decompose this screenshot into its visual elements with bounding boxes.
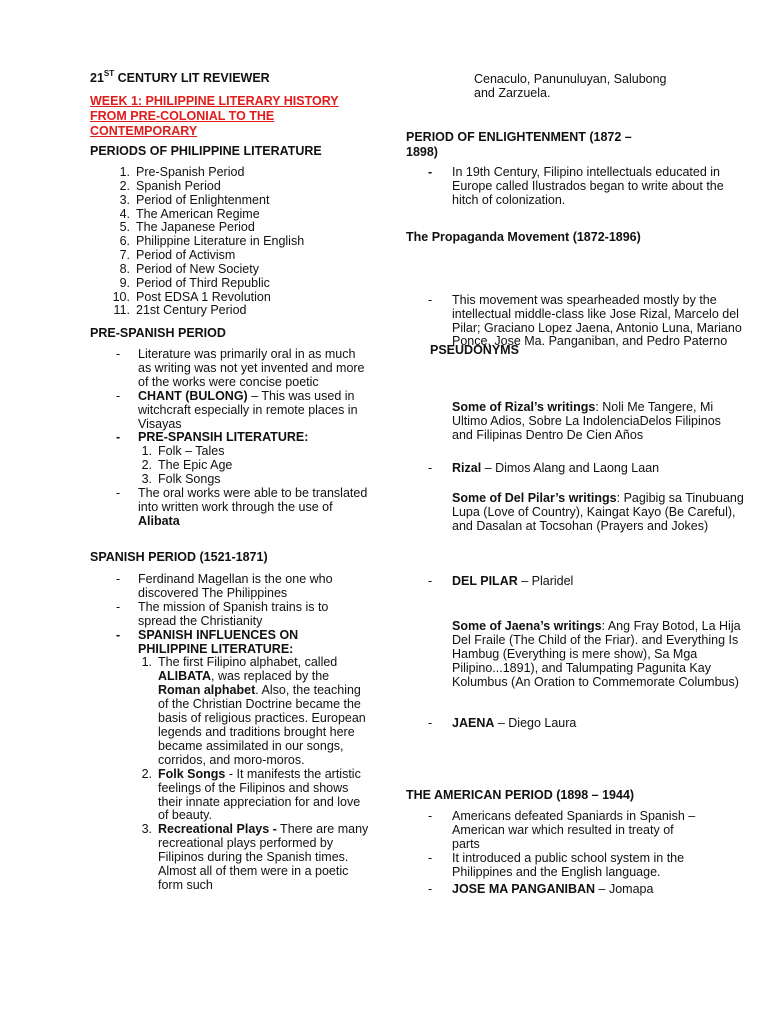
pseudonyms-heading: PSEUDONYMS [430, 343, 519, 357]
list-item: 2. Folk Songs - It manifests the artistic feelings of the Filipinos and shows their innate appreciation for and love of beauty. [141, 766, 361, 823]
list-item: - In 19th Century, Filipino intellectuals educated in Europe called Ilustrados began to write about the hitch of colonization. [428, 165, 724, 207]
jaena-writings: Some of Jaena’s writings: Ang Fray Botod, La Hija Del Fraile (The Child of the Friar). and Everything Is Hambug (Everything is mere show), Sa Mga Pilipino...1891), and Talumpating Pagunita Kay Kolumbus (An Oration to Commemorate Columbus) [452, 619, 741, 689]
list-item: 2. The Epic Age [141, 458, 233, 473]
pre-spanish-lit-list [90, 445, 370, 487]
list-item: 4. The American Regime [119, 206, 260, 221]
propaganda-heading: The Propaganda Movement (1872-1896) [406, 230, 641, 244]
list-item: 3. Folk Songs [141, 472, 221, 487]
list-item: - Americans defeated Spaniards in Spanish – American war which resulted in treaty of parts [428, 809, 696, 851]
pre-spanish-section [90, 348, 370, 529]
enlightenment-heading: PERIOD OF ENLIGHTENMENT (1872 – 1898) [406, 130, 632, 159]
pre-spanish-heading: PRE-SPANISH PERIOD [90, 326, 226, 340]
right-column [406, 0, 744, 897]
list-item: - Ferdinand Magellan is the one who discovered The Philippines [116, 572, 333, 600]
list-item: 1. The first Filipino alphabet, called ALIBATA, was replaced by the Roman alphabet. Also, the teaching of the Christian Doctrine became the basis of religious practices. European legends and traditions brought here became assimilated in our songs, corridos, and moro-moros. [141, 655, 366, 767]
list-item: 5. The Japanese Period [119, 220, 255, 235]
list-item: 3. Period of Enlightenment [119, 192, 270, 207]
document-title: 21ST CENTURY LIT REVIEWER [90, 69, 270, 85]
american-heading: THE AMERICAN PERIOD (1898 – 1944) [406, 788, 635, 802]
list-item: 7. Period of Activism [119, 248, 236, 263]
list-item: - The oral works were able to be translated into written work through the use of Alibata [116, 486, 368, 528]
list-item: - Rizal – Dimos Alang and Laong Laan [428, 461, 660, 476]
spanish-heading: SPANISH PERIOD (1521-1871) [90, 550, 268, 564]
list-item: 11. 21st Century Period [113, 303, 247, 318]
spanish-section [90, 573, 370, 893]
list-item: - DEL PILAR – Plaridel [428, 574, 574, 589]
rizal-writings: Some of Rizal’s writings: Noli Me Tangere, Mi Ultimo Adios, Sobre La IndolenciaDelos Filipinos and Filipinas Dentro De Cien Años [452, 400, 721, 442]
periods-heading: PERIODS OF PHILIPPINE LITERATURE [90, 144, 322, 158]
list-item: 2. Spanish Period [119, 178, 221, 193]
continuation-text: Cenaculo, Panunuluyan, Salubong and Zarzuela. [474, 72, 667, 100]
list-item: - JOSE MA PANGANIBAN – Jomapa [428, 882, 654, 897]
periods-list [90, 166, 370, 318]
list-item: 9. Period of Third Republic [119, 275, 270, 290]
list-item: - PRE-SPANSIH LITERATURE: [116, 430, 309, 445]
list-item: - Literature was primarily oral in as much as writing was not yet invented and more of the works were concise poetic [116, 347, 365, 389]
week-heading: WEEK 1: PHILIPPINE LITERARY HISTORY FROM PRE-COLONIAL TO THE CONTEMPORARY [90, 94, 339, 138]
list-item: 3. Recreational Plays - There are many recreational plays performed by Filipinos during the Spanish times. Almost all of them were in a poetic form such [141, 822, 369, 892]
list-item: - This movement was spearheaded mostly by the intellectual middle-class like Jose Rizal, Marcelo del Pilar; Graciano Lopez Jaena, Antonio Luna, Mariano Ponce, Jose Ma. Panganiban, and Pedro Paterno [428, 292, 742, 349]
list-item: - SPANISH INFLUENCES ON PHILIPPINE LITERATURE: [116, 627, 299, 656]
list-item: 10. Post EDSA 1 Revolution [112, 289, 271, 304]
list-item: - CHANT (BULONG) – This was used in witchcraft especially in remote places in Visayas [116, 388, 358, 431]
list-item: 8. Period of New Society [119, 261, 259, 276]
list-item: 1. Pre-Spanish Period [119, 165, 245, 179]
list-item: 1. Folk – Tales [141, 444, 225, 459]
del-pilar-writings: Some of Del Pilar’s writings: Pagibig sa Tinubuang Lupa (Love of Country), Kaingat Kayo (Be Careful), and Dasalan at Tocsohan (Prayers and Jokes) [452, 491, 744, 533]
list-item: - JAENA – Diego Laura [428, 716, 577, 731]
list-item: - The mission of Spanish trains is to spread the Christianity [116, 599, 329, 628]
american-section [406, 810, 698, 880]
list-item: 6. Philippine Literature in English [119, 234, 305, 249]
list-item: - It introduced a public school system in the Philippines and the English language. [428, 850, 685, 879]
